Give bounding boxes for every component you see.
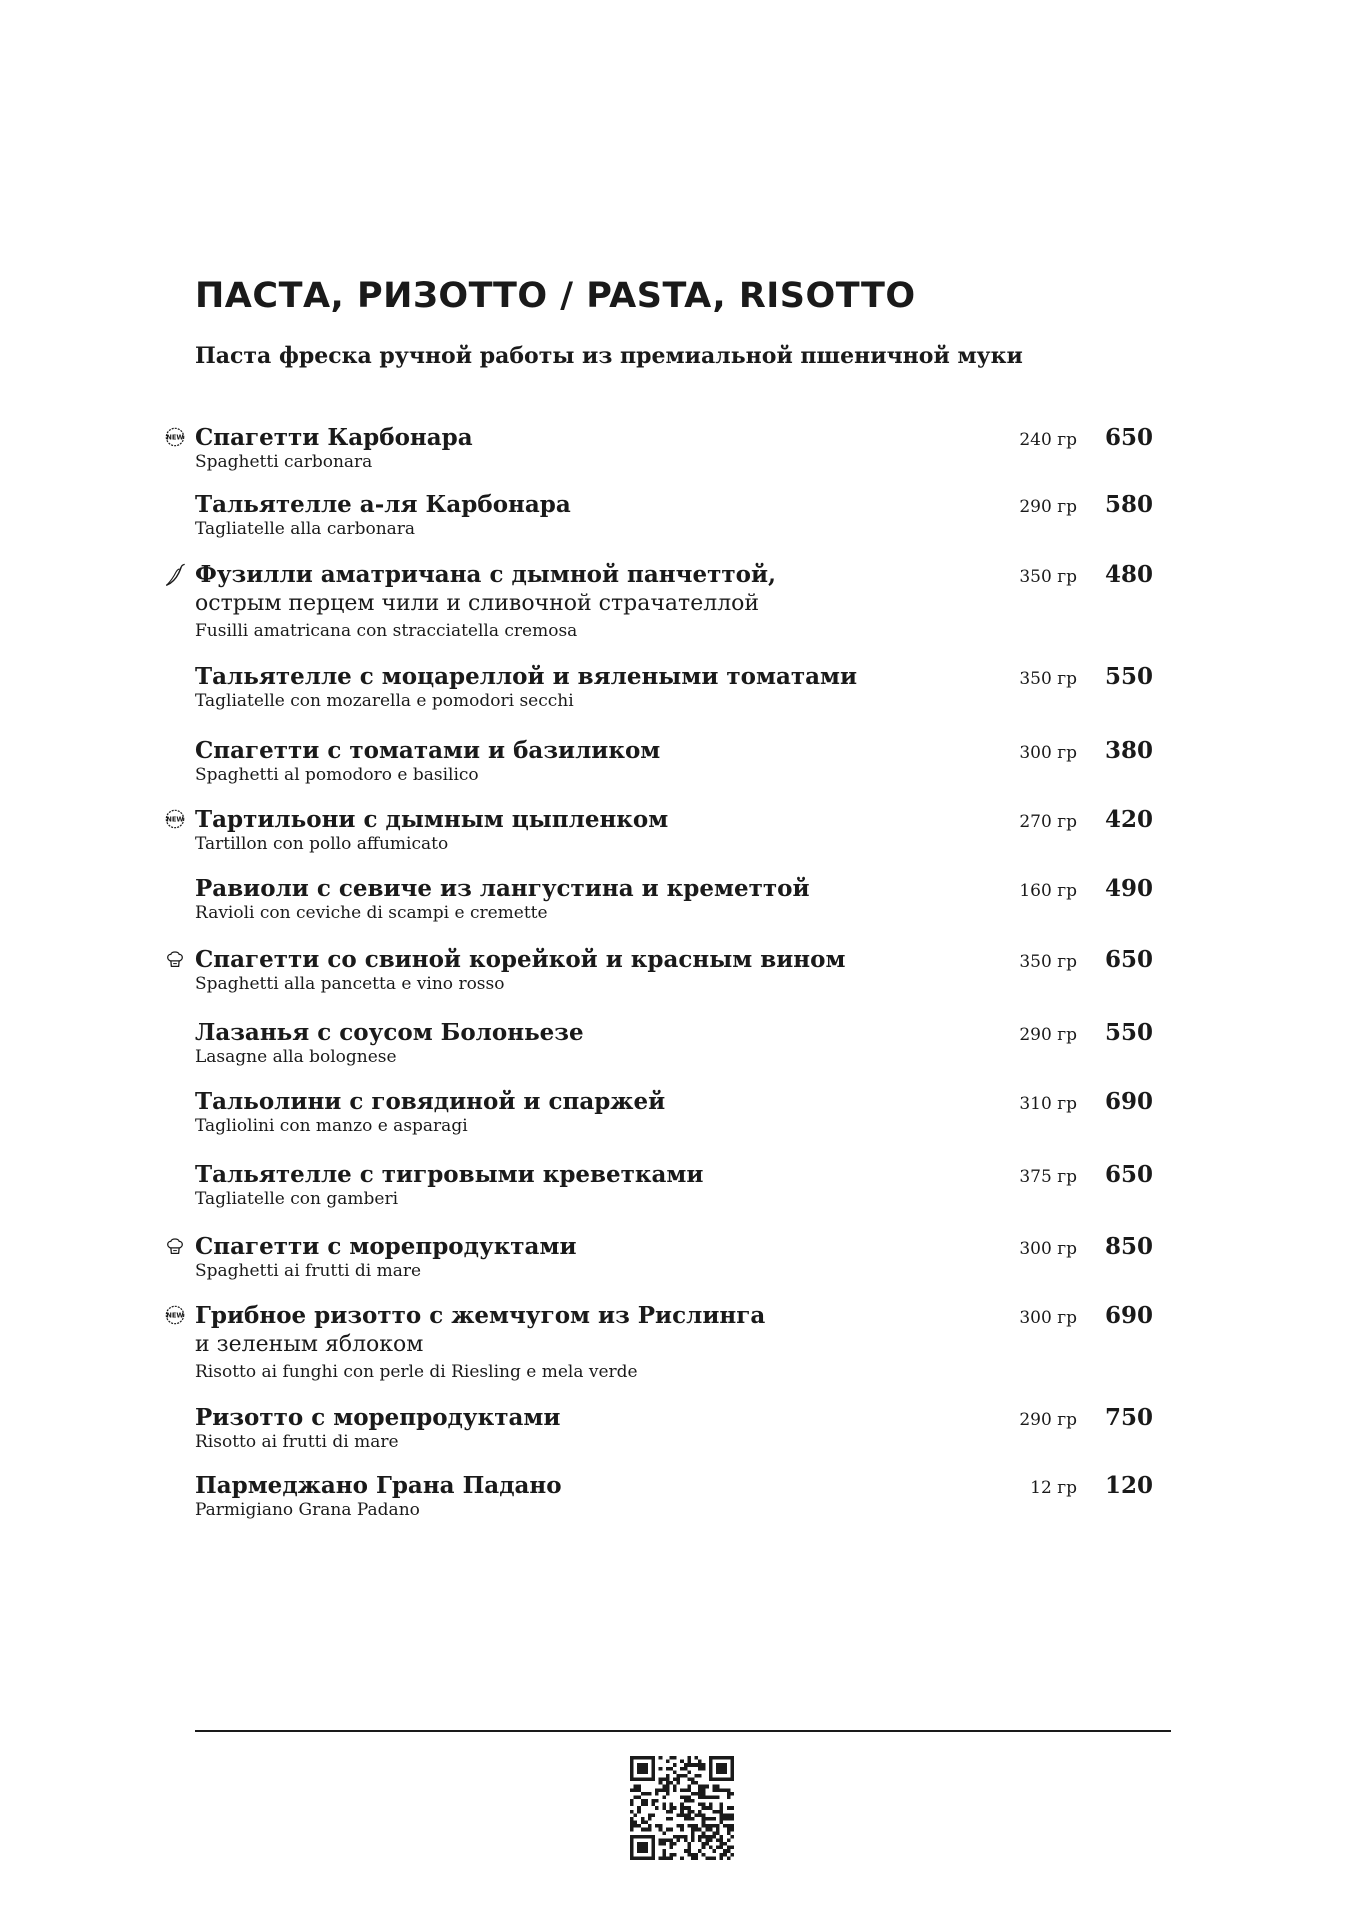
chef-hat-icon: [164, 948, 186, 972]
new-icon: [164, 808, 186, 832]
item-name: Тальятелле с тигровыми креветками: [195, 1161, 704, 1188]
new-icon: [164, 426, 186, 450]
qr-code-icon[interactable]: [630, 1756, 734, 1860]
item-name: Спагетти Карбонара: [195, 424, 473, 451]
item-name: Спагетти с морепродуктами: [195, 1233, 577, 1260]
item-price: 490: [1104, 875, 1153, 902]
footer-divider: [195, 1730, 1171, 1732]
item-italian-name: Spaghetti alla pancetta e vino rosso: [195, 974, 505, 994]
item-name: Фузилли аматричана с дымной панчеттой,: [195, 561, 777, 588]
menu-item: [160, 1301, 1170, 1391]
item-price: 580: [1104, 491, 1153, 518]
item-price: 650: [1104, 1161, 1153, 1188]
item-weight: 375 гр: [1019, 1167, 1077, 1187]
item-italian-name: Ravioli con ceviche di scampi e cremette: [195, 903, 548, 923]
item-weight: 290 гр: [1019, 497, 1077, 517]
item-weight: 350 гр: [1019, 669, 1077, 689]
item-price: 550: [1104, 663, 1153, 690]
item-italian-name: Tagliatelle con gamberi: [195, 1189, 399, 1209]
item-name: Спагетти с томатами и базиликом: [195, 737, 661, 764]
item-name: Ризотто с морепродуктами: [195, 1404, 561, 1431]
item-italian-name: Tartillon con pollo affumicato: [195, 834, 449, 854]
item-price: 480: [1104, 561, 1153, 588]
item-price: 690: [1104, 1088, 1153, 1115]
item-name-line2: и зеленым яблоком: [195, 1332, 424, 1357]
page-title: ПАСТА, РИЗОТТО / PASTA, RISOTTO: [195, 276, 916, 316]
item-italian-name: Tagliatelle alla carbonara: [195, 519, 416, 539]
menu-item: [160, 560, 1170, 650]
item-italian-name: Tagliolini con manzo e asparagi: [195, 1116, 468, 1136]
item-name: Тальятелле с моцареллой и вялеными томатами: [195, 663, 858, 690]
svg-text:NEW: NEW: [166, 1311, 184, 1320]
item-italian-name: Fusilli amatricana con stracciatella cremosa: [195, 621, 578, 641]
page-subtitle: Паста фреска ручной работы из премиальной пшеничной муки: [195, 343, 1023, 369]
item-weight: 270 гр: [1019, 812, 1077, 832]
item-weight: 160 гр: [1019, 881, 1077, 901]
item-name: Пармеджано Грана Падано: [195, 1472, 562, 1499]
item-italian-name: Lasagne alla bolognese: [195, 1047, 397, 1067]
item-price: 650: [1104, 946, 1153, 973]
item-name: Грибное ризотто с жемчугом из Рислинга: [195, 1302, 766, 1329]
item-price: 690: [1104, 1302, 1153, 1329]
item-name: Тальятелле а-ля Карбонара: [195, 491, 571, 518]
item-italian-name: Parmigiano Grana Padano: [195, 1500, 420, 1520]
item-italian-name: Risotto ai frutti di mare: [195, 1432, 399, 1452]
svg-text:NEW: NEW: [166, 433, 184, 442]
new-icon: [164, 1304, 186, 1328]
item-weight: 310 гр: [1019, 1094, 1077, 1114]
chili-pepper-icon: [164, 563, 186, 587]
item-name: Лазанья с соусом Болоньезе: [195, 1019, 584, 1046]
item-price: 120: [1104, 1472, 1153, 1499]
item-italian-name: Spaghetti carbonara: [195, 452, 373, 472]
item-weight: 300 гр: [1019, 743, 1077, 763]
item-weight: 300 гр: [1019, 1239, 1077, 1259]
item-name: Тартильони с дымным цыпленком: [195, 806, 669, 833]
item-weight: 350 гр: [1019, 952, 1077, 972]
menu-item: [160, 1471, 1170, 1561]
item-price: 420: [1104, 806, 1153, 833]
svg-text:NEW: NEW: [166, 815, 184, 824]
item-italian-name: Risotto ai funghi con perle di Riesling e mela verde: [195, 1362, 638, 1382]
item-weight: 12 гр: [1030, 1478, 1077, 1498]
item-weight: 350 гр: [1019, 567, 1077, 587]
item-italian-name: Spaghetti ai frutti di mare: [195, 1261, 422, 1281]
item-italian-name: Tagliatelle con mozarella e pomodori secchi: [195, 691, 574, 711]
item-weight: 290 гр: [1019, 1410, 1077, 1430]
item-price: 650: [1104, 424, 1153, 451]
item-price: 850: [1104, 1233, 1153, 1260]
item-price: 380: [1104, 737, 1153, 764]
item-name-line2: острым перцем чили и сливочной страчателлой: [195, 591, 760, 616]
item-weight: 300 гр: [1019, 1308, 1077, 1328]
item-price: 750: [1104, 1404, 1153, 1431]
item-name: Равиоли с севиче из лангустина и креметтой: [195, 875, 810, 902]
item-name: Спагетти со свиной корейкой и красным вином: [195, 946, 846, 973]
item-name: Тальолини с говядиной и спаржей: [195, 1088, 666, 1115]
item-weight: 240 гр: [1019, 430, 1077, 450]
item-weight: 290 гр: [1019, 1025, 1077, 1045]
item-italian-name: Spaghetti al pomodoro e basilico: [195, 765, 479, 785]
item-price: 550: [1104, 1019, 1153, 1046]
chef-hat-icon: [164, 1235, 186, 1259]
